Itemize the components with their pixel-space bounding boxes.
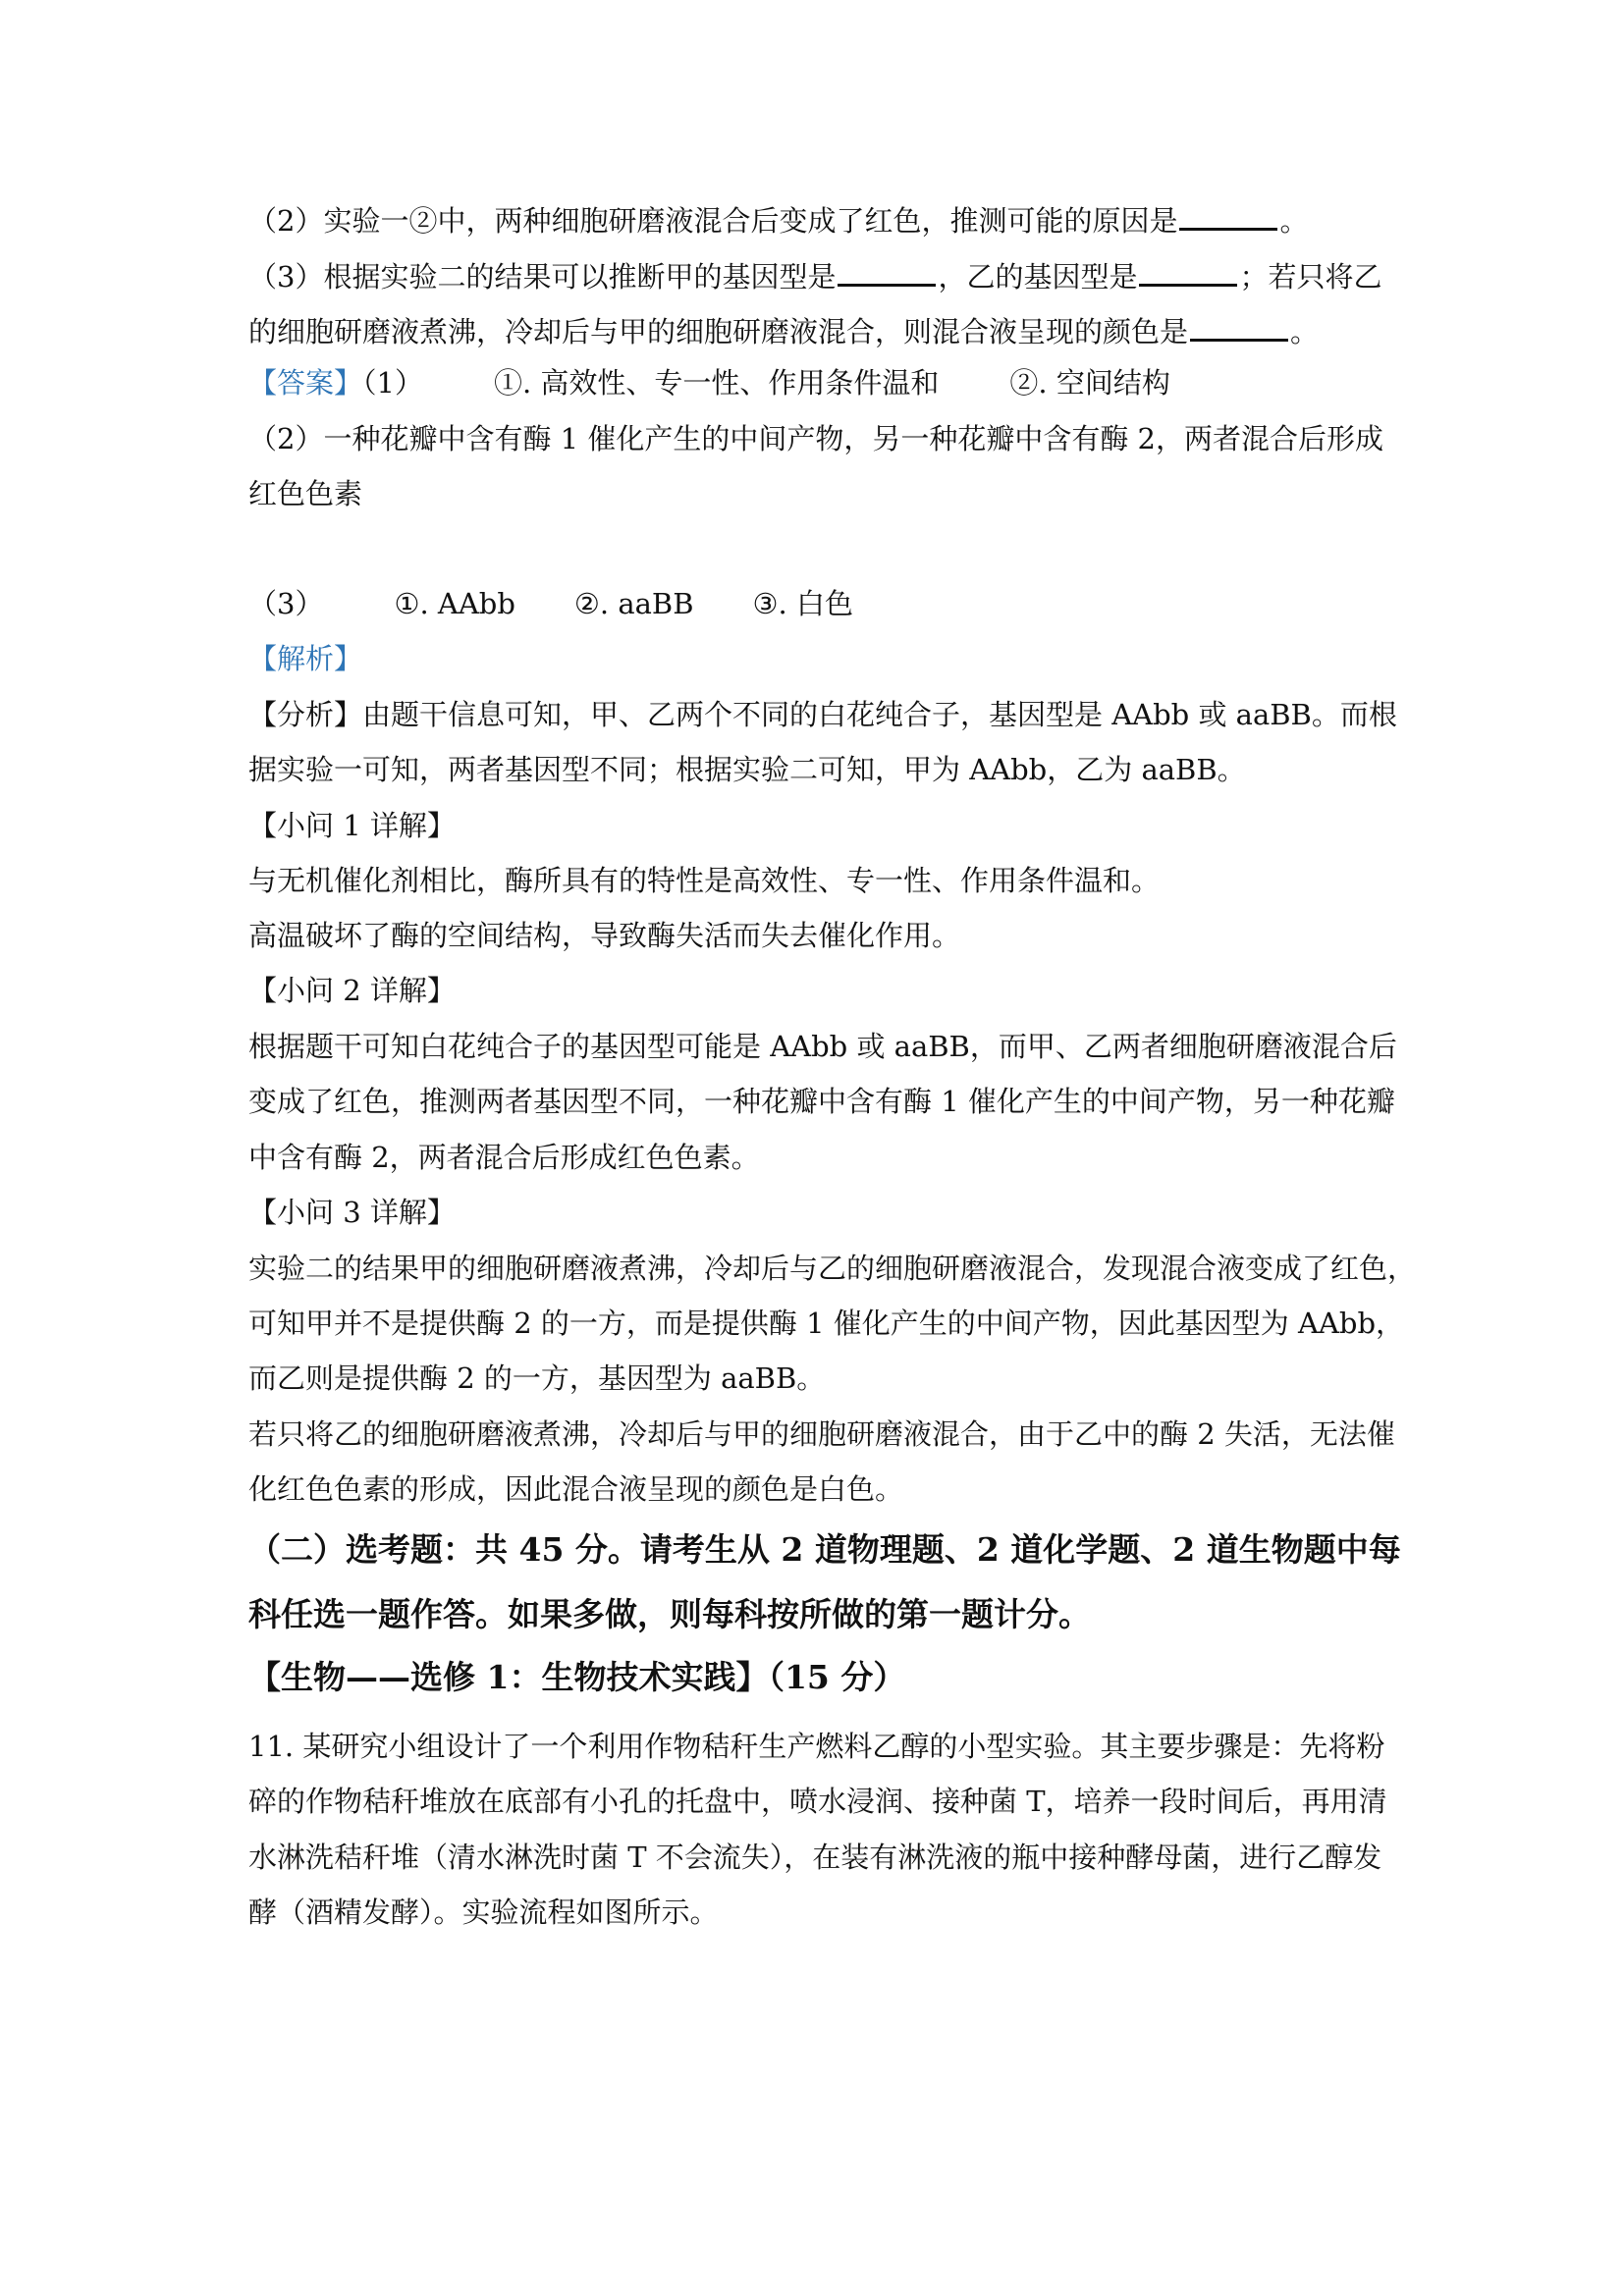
answer-3: （3） ①. AAbb ②. aaBB ③. 白色 — [248, 587, 853, 620]
question-11-line: 碎的作物秸秆堆放在底部有小孔的托盘中，喷水浸润、接种菌 T，培养一段时间后，再用清 — [248, 1785, 1387, 1818]
analysis-line: 【分析】由题干信息可知，甲、乙两个不同的白花纯合子，基因型是 AAbb 或 aaBB。而根 — [248, 698, 1397, 731]
analysis-line: 可知甲并不是提供酶 2 的一方，而是提供酶 1 催化产生的中间产物，因此基因型为 AAbb， — [248, 1307, 1405, 1340]
answer-1: 【答案】（1） ①. 高效性、专一性、作用条件温和 ②. 空间结构 — [248, 366, 1170, 400]
sub-question-3-title: 【小问 3 详解】 — [248, 1196, 456, 1229]
elective-heading: 【生物——选修 1：生物技术实践】（15 分） — [248, 1658, 906, 1696]
question-11-line: 酵（酒精发酵）。实验流程如图所示。 — [248, 1896, 719, 1929]
question-3-line-1: （3）根据实验二的结果可以推断甲的基因型是 ，乙的基因型是 ；若只将乙 — [248, 254, 1387, 295]
analysis-line: 化红色色素的形成，因此混合液呈现的颜色是白色。 — [248, 1472, 904, 1506]
answer-blank — [1179, 198, 1277, 231]
answer-tag: 【答案】 — [248, 366, 363, 400]
analysis-line: 与无机催化剂相比，酶所具有的特性是高效性、专一性、作用条件温和。 — [248, 864, 1161, 897]
analysis-tag: 【解析】 — [248, 642, 363, 675]
analysis-line: 而乙则是提供酶 2 的一方，基因型为 aaBB。 — [248, 1362, 826, 1395]
analysis-line: 根据题干可知白花纯合子的基因型可能是 AAbb 或 aaBB，而甲、乙两者细胞研磨液混合后 — [248, 1030, 1397, 1063]
analysis-line: 据实验一可知，两者基因型不同；根据实验二可知，甲为 AAbb，乙为 aaBB。 — [248, 753, 1246, 786]
question-11-line: 11. 某研究小组设计了一个利用作物秸秆生产燃料乙醇的小型实验。其主要步骤是：先将粉 — [248, 1730, 1385, 1763]
question-11-line: 水淋洗秸秆堆（清水淋洗时菌 T 不会流失），在装有淋洗液的瓶中接种酵母菌，进行乙醇发 — [248, 1841, 1382, 1874]
analysis-line: 变成了红色，推测两者基因型不同，一种花瓣中含有酶 1 催化产生的中间产物，另一种花瓣 — [248, 1085, 1395, 1118]
answer-blank — [1190, 309, 1288, 342]
analysis-line: 高温破坏了酶的空间结构，导致酶失活而失去催化作用。 — [248, 919, 961, 952]
answer-2-line-1: （2）一种花瓣中含有酶 1 催化产生的中间产物，另一种花瓣中含有酶 2，两者混合后形成 — [248, 422, 1384, 455]
question-3-line-2: 的细胞研磨液煮沸，冷却后与甲的细胞研磨液混合，则混合液呈现的颜色是 。 — [248, 309, 1387, 350]
analysis-line: 实验二的结果甲的细胞研磨液煮沸，冷却后与乙的细胞研磨液混合，发现混合液变成了红色， — [248, 1252, 1417, 1285]
analysis-line: 中含有酶 2，两者混合后形成红色色素。 — [248, 1141, 760, 1174]
question-2: （2）实验一②中，两种细胞研磨液混合后变成了红色，推测可能的原因是 。 — [248, 198, 1387, 240]
answer-blank — [838, 254, 936, 287]
answer-2-line-2: 红色色素 — [248, 477, 363, 510]
sub-question-1-title: 【小问 1 详解】 — [248, 809, 456, 842]
sub-question-2-title: 【小问 2 详解】 — [248, 974, 456, 1007]
section-heading: 科任选一题作答。如果多做，则每科按所做的第一题计分。 — [248, 1595, 1091, 1633]
analysis-line: 若只将乙的细胞研磨液煮沸，冷却后与甲的细胞研磨液混合，由于乙中的酶 2 失活，无法催 — [248, 1417, 1395, 1451]
answer-blank — [1139, 254, 1237, 287]
section-heading: （二）选考题：共 45 分。请考生从 2 道物理题、2 道化学题、2 道生物题中每 — [248, 1530, 1401, 1569]
